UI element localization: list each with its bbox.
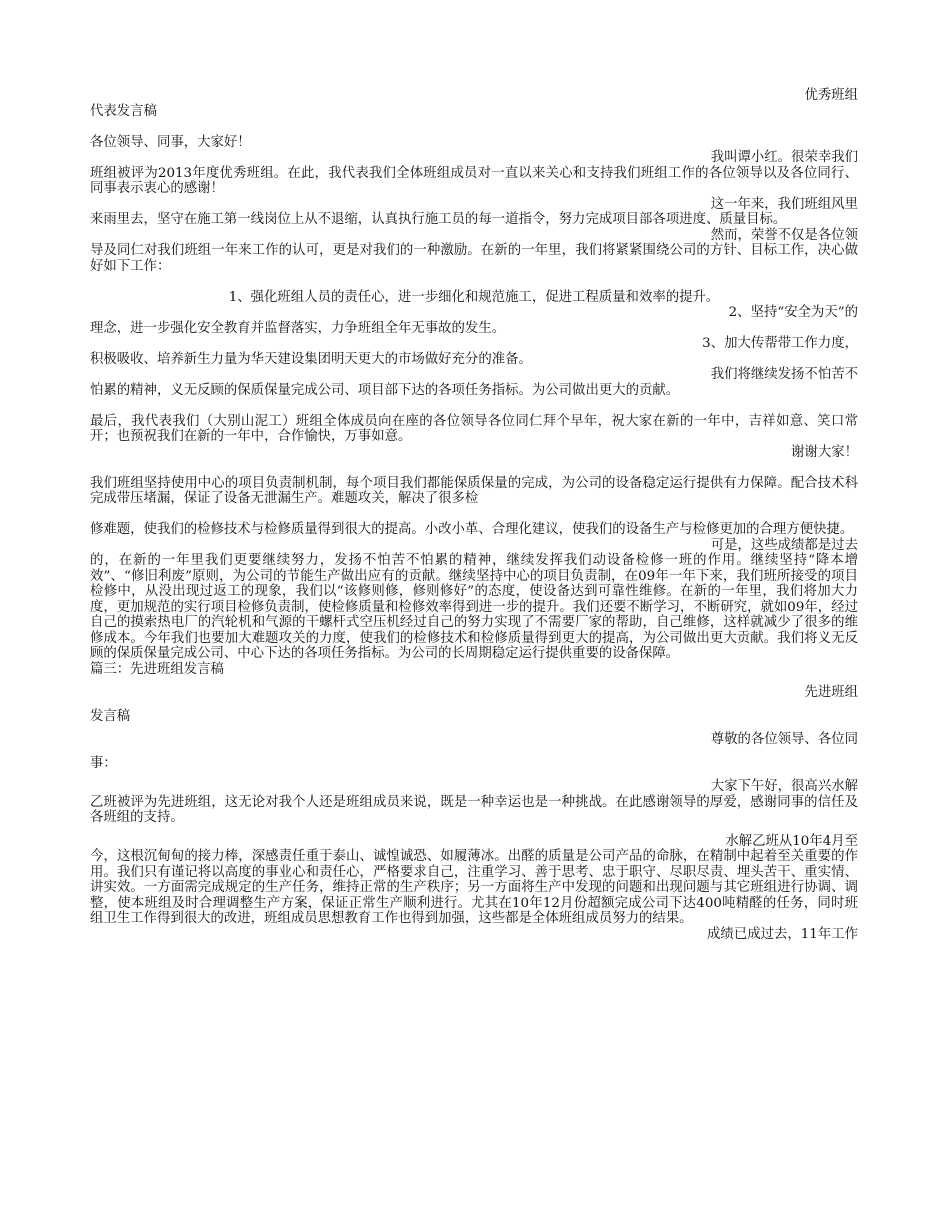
intro-paragraph: 班组被评为2013年度优秀班组。在此，我代表我们全体班组成员对一直以来关心和支持我们班组工作的各位领导以及各位同行、同事表示衷心的感谢！ [90,165,858,196]
plan-item-2-lead: 2、坚持“安全为天”的 [728,305,858,320]
plan-item-2: 理念，进一步强化安全教育并监督落实，力争班组全年无事故的发生。 [90,320,506,336]
review-lead: 这一年来，我们班组风里 [710,196,858,212]
section3-outlook-lead: 成绩已成过去，11年工作 [707,926,858,942]
honor-paragraph: 导及同仁对我们班组一年来工作的认可，更是对我们的一种激励。在新的一年里，我们将紧紧围绕公司的方针、目标工作，决心做好如下工作： [90,243,858,274]
thanks-line: 谢谢大家！ [791,444,858,460]
title-line-1: 优秀班组 [804,88,858,103]
section3-heading: 篇三：先进班组发言稿 [90,661,224,677]
title-line-2: 代表发言稿 [90,103,157,119]
section3-title-2: 发言稿 [90,708,131,724]
spirit-lead: 我们将继续发扬不怕苦不 [710,367,858,382]
section2-lead: 可是，这些成绩都是过去 [710,537,858,553]
section3-salutation-lead: 尊敬的各位领导、各位同 [710,732,858,747]
section3-title-1: 先进班组 [804,685,858,700]
section3-greeting: 乙班被评为先进班组，这无论对我个人还是班组成员来说，既是一种幸运也是一种挑战。在此感谢领导的厚爱，感谢同事的信任及各班组的支持。 [90,794,858,825]
closing-paragraph: 最后，我代表我们（大别山泥工）班组全体成员向在座的各位领导各位同仁拜个早年，祝大家在新的一年中，吉祥如意、笑口常开；也预祝我们在新的一年中，合作愉快，万事如意。 [90,413,858,444]
honor-lead: 然而，荣誉不仅是各位领 [710,227,858,243]
review-paragraph: 来雨里去，坚守在施工第一线岗位上从不退缩，认真执行施工员的每一道指令，努力完成项目部各项进度、质量目标。 [90,212,787,227]
spirit-paragraph: 怕累的精神，义无反顾的保质保量完成公司、项目部下达的各项任务指标。为公司做出更大的贡献。 [90,382,680,398]
section2-paragraph-1: 我们班组坚持使用中心的项目负责制机制，每个项目我们都能保质保量的完成，为公司的设备稳定运行提供有力保障。配合技术科完成带压堵漏，保证了设备无泄漏生产。难题攻关，解决了很多检 [90,475,858,506]
plan-item-3-lead: 3、加大传帮带工作力度， [702,336,858,351]
greeting: 各位领导、同事，大家好！ [90,134,251,150]
plan-item-1: 1、强化班组人员的责任心，进一步细化和规范施工，促进工程质量和效率的提升。 [228,289,720,305]
section3-greeting-lead: 大家下午好，很高兴水解 [710,779,858,794]
section2-paragraph-3: 的，在新的一年里我们更要继续努力，发扬不怕苦不怕累的精神，继续发挥我们动设备检修一班的作用。继续坚持“降本增效”、“修旧利废”原则，为公司的节能生产做出应有的贡献。继续坚持中心的项目负责制，在09年一年下来，我们班所接受的项目检修中，从没出现过返工的现象，我们以“该修则修，修则修好”的态度，使设备达到可靠性维修。在新的一年里，我们将加大力度，更加规范的实行项目检修负责制，使检修质量和检修效率得到进一步的提升。我们还要不断学习，不断研究，就如09年，经过自己的摸索热电厂的汽轮机和气源的干螺杆式空压机经过自己的努力实现了不需要厂家的帮助，自己维修，这样就减少了很多的维修成本。今年我们也要加大难题攻关的力度，使我们的检修技术和检修质量得到更大的提高，为公司做出更大贡献。我们将义无反顾的保质保量完成公司、中心下达的各项任务指标。为公司的长周期稳定运行提供重要的设备保障。 [90,553,858,661]
section3-history-lead: 水解乙班从10年4月至 [725,833,858,849]
section3-history: 今，这根沉甸甸的接力棒，深感责任重于泰山、诚惶诚恐、如履薄冰。出醛的质量是公司产品的命脉，在精制中起着至关重要的作用。我们只有谨记将以高度的事业心和责任心，严格要求自己，注重学习、善于思考、忠于职守、尽职尽责、埋头苦干、重实情、讲实效。一方面需完成规定的生产任务，维持正常的生产秩序；另一方面将生产中发现的问题和出现问题与其它班组进行协调、调整，使本班组及时合理调整生产方案，保证正常生产顺利进行。尤其在10年12月份超额完成公司下达400吨精醛的任务，同时班组卫生工作得到很大的改进，班组成员思想教育工作也得到加强，这些都是全体班组成员努力的结果。 [90,849,858,926]
section2-paragraph-2: 修难题，使我们的检修技术与检修质量得到很大的提高。小改小革、合理化建议，使我们的设备生产与检修更加的合理方便快捷。 [90,522,854,537]
intro-lead: 我叫谭小红。很荣幸我们 [710,150,858,165]
section3-salutation: 事： [90,755,117,771]
plan-item-3: 积极吸收、培养新生力量为华天建设集团明天更大的市场做好充分的准备。 [90,351,532,367]
